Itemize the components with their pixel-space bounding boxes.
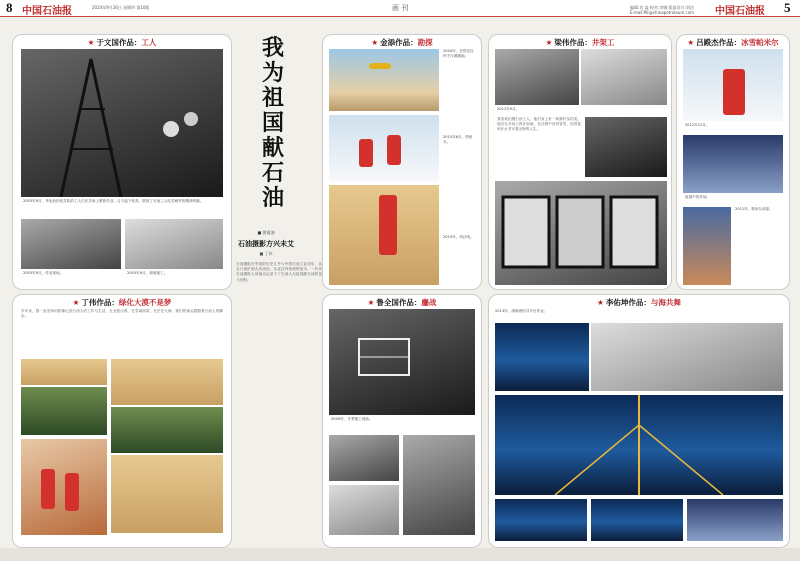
card-title: ★ 金添作品：勘探 bbox=[371, 38, 433, 47]
star-icon: ★ bbox=[87, 38, 95, 47]
caption: 2013年，渤海湾钻井平台作业。 bbox=[495, 309, 548, 313]
article-body: 我喜欢拍摄石油工人，他们身上有一种最朴实的美。他们在井场上挥汗如雨，在沙漠中顶风冒雪，用青春和汗水书写着无悔的人生。 bbox=[497, 117, 581, 132]
feature-byline: ■ 丁伟 bbox=[259, 251, 273, 256]
card-dingwei bbox=[12, 294, 232, 548]
photo-workers-mud bbox=[329, 435, 399, 481]
card-title: ★ 于文国作品：工人 bbox=[87, 38, 157, 47]
caption: 2011年，帕米尔高原。 bbox=[735, 207, 773, 211]
page-number-left: 8 bbox=[6, 0, 13, 15]
photo-night-camp bbox=[683, 135, 783, 193]
card-liyoukun bbox=[488, 294, 790, 548]
caption: 2012年12月。 bbox=[685, 123, 710, 127]
feature-subtitle: 石油摄影方兴未艾 bbox=[238, 239, 294, 248]
photo-workers-deck bbox=[591, 499, 683, 541]
photo-worker-dune bbox=[111, 455, 223, 533]
newspaper-logo-right: 中国石油报 bbox=[715, 6, 765, 17]
card-jintian bbox=[322, 34, 482, 290]
photo-rig-landscape bbox=[581, 49, 667, 105]
photo-tents bbox=[683, 207, 731, 285]
photo-desert-dunes bbox=[21, 359, 107, 385]
photo-desert-road bbox=[111, 359, 223, 405]
rig-cage bbox=[329, 309, 475, 415]
photo-workers-group bbox=[21, 219, 121, 269]
feature-author-block bbox=[236, 230, 296, 257]
rig-lights bbox=[495, 395, 783, 495]
editor-line: 编辑:肖 淼 校对:李娜 版面设计:刘洁 bbox=[630, 5, 694, 10]
card-title: ★ 李佑坤作品：与海共舞 bbox=[597, 298, 681, 307]
caption: 2003年9月，现场施工。 bbox=[127, 271, 168, 275]
contact-line: E-mail:PE@chinapetroleum.com bbox=[630, 10, 695, 15]
star-icon: ★ bbox=[597, 298, 604, 307]
photo-platform-sea bbox=[591, 323, 783, 391]
newspaper-logo-left: 中国石油报 bbox=[22, 6, 72, 17]
caption: 2009年，冬季施工现场。 bbox=[331, 417, 373, 421]
article-body: 多年来，我一直坚持用影像记录石油人的工作与生活，在戈壁沙漠、在雪域高原、在茫茫大海，我们的镜头跟随着石油人的脚步。 bbox=[21, 309, 223, 319]
masthead bbox=[0, 0, 800, 17]
caption: 夜幕中的井场。 bbox=[685, 195, 711, 199]
photo-worker-snow-red bbox=[683, 49, 783, 121]
article-body: 石油摄影在中国的历史几乎与中国石油工业同步，从玉门油矿到大庆油田，从克拉玛依到塔里木，一代代石油摄影人用镜头记录下了石油人为祖国献石油的奋斗历程。 bbox=[236, 262, 322, 282]
rig-silhouette bbox=[21, 49, 223, 197]
photo-helicopter-desert bbox=[329, 49, 439, 111]
card-title: ★ 丁伟作品：绿化大漠不是梦 bbox=[72, 298, 172, 307]
bus-window-frames bbox=[495, 181, 667, 285]
helicopter bbox=[369, 63, 391, 69]
photo-worker-sand bbox=[329, 185, 439, 285]
card-title: ★ 吕殿杰作品：冰雪帕米尔 bbox=[687, 38, 779, 47]
star-icon: ★ bbox=[371, 38, 379, 47]
caption: 2011年9月。 bbox=[497, 107, 520, 111]
card-luquanguo bbox=[322, 294, 482, 548]
feature-headline: 我为祖国献石油 bbox=[262, 35, 285, 211]
caption: 2003年9月，华北油田钻井队的工人们在井场上紧张作业，合力起下钻具，展现了石油工人吃苦耐劳的精神风貌。 bbox=[23, 199, 204, 203]
card-yuwenguo bbox=[12, 34, 232, 290]
photo-shelter-forest bbox=[111, 407, 223, 453]
photo-worker-closeup bbox=[403, 435, 475, 535]
photo-worker-rest bbox=[495, 49, 579, 105]
bottom-strip bbox=[0, 548, 800, 561]
photo-workers-pulling-rig bbox=[329, 309, 475, 415]
card-liangwei bbox=[488, 34, 672, 290]
photo-bus-window bbox=[495, 181, 667, 285]
photo-snow-workers bbox=[329, 115, 439, 181]
caption: 2004年，在塔克拉玛干沙漠腹地。 bbox=[443, 49, 474, 58]
feature-label: ■ 图说油 bbox=[257, 230, 275, 235]
photo-worker-smoke bbox=[585, 117, 667, 177]
card-title: ★ 鲁全国作品：鏖战 bbox=[367, 298, 437, 307]
caption: 2019年，风沙线。 bbox=[443, 235, 474, 239]
caption: 2003年9月，作业现场。 bbox=[23, 271, 64, 275]
photo-night-deck bbox=[495, 499, 587, 541]
photo-truck bbox=[125, 219, 223, 269]
page-number-right: 5 bbox=[784, 0, 791, 15]
card-lvdianjie bbox=[676, 34, 790, 290]
star-icon: ★ bbox=[687, 38, 695, 47]
photo-boats-sea bbox=[495, 323, 589, 391]
photo-workers-red bbox=[21, 439, 107, 535]
photo-green-trees bbox=[21, 387, 107, 435]
photo-rig-night bbox=[495, 395, 783, 495]
photo-sea-platform bbox=[687, 499, 783, 541]
card-title: ★ 梁伟作品：井架工 bbox=[545, 38, 615, 47]
star-icon: ★ bbox=[367, 298, 375, 307]
photo-industrial-site bbox=[329, 485, 399, 535]
photo-workers-on-rig bbox=[21, 49, 223, 197]
star-icon: ★ bbox=[545, 38, 553, 47]
caption: 2015年6月，塔里木。 bbox=[443, 135, 473, 144]
section-label: 画 刊 bbox=[392, 4, 409, 12]
star-icon: ★ bbox=[72, 298, 80, 307]
date-line: 2024年9月26日 星期四 第10版 bbox=[92, 5, 150, 10]
